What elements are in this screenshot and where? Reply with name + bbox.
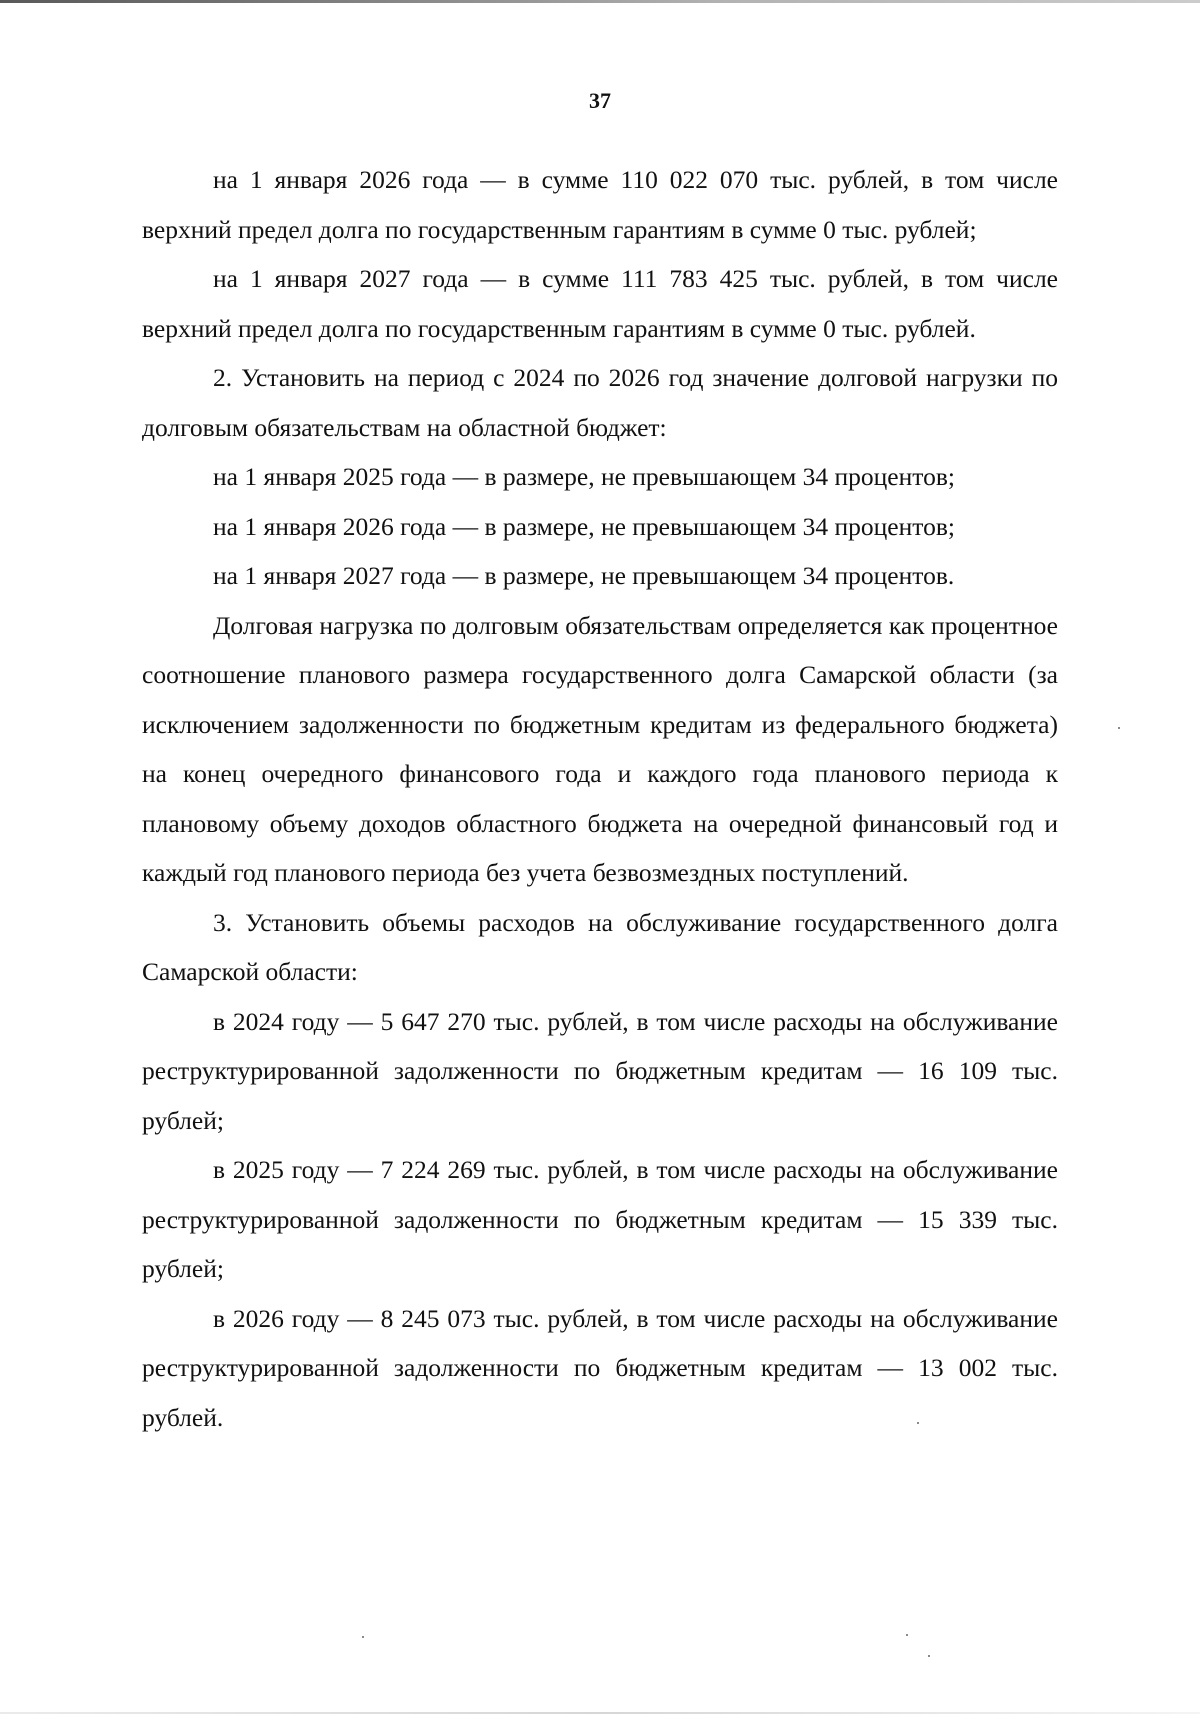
page-number: 37 — [589, 88, 611, 113]
paragraph-debt-load-definition: Долговая нагрузка по долговым обязательствам определяется как процентное соотношение планового размера государственного долга Самарской области (за исключением задолженности по бюджетным кредитам из федерального бюджета) на конец очередного финансового года и каждого года планового периода к плановому объему доходов областного бюджета на очередной финансовый год и каждый год планового периода без учета безвозмездных поступлений. — [142, 610, 1058, 887]
scan-speck — [928, 1655, 930, 1657]
paragraph-service-expenses-2026: в 2026 году — 8 245 073 тыс. рублей, в том числе расходы на обслуживание реструктурированной задолженности по бюджетным кредитам — 13 002 тыс. рублей. — [142, 1303, 1058, 1432]
paragraph-debt-limit-2026: на 1 января 2026 года — в сумме 110 022 070 тыс. рублей, в том числе верхний предел долга по государственным гарантиям в сумме 0 тыс. рублей; — [142, 165, 1058, 244]
paragraph-debt-load-2027: на 1 января 2027 года — в размере, не превышающем 34 процентов. — [213, 561, 955, 590]
scan-edge-top — [0, 0, 1200, 3]
paragraph-debt-load-2025: на 1 января 2025 года — в размере, не превышающем 34 процентов; — [213, 462, 955, 491]
document-body — [142, 155, 1058, 1442]
paragraph-service-expenses-clause: 3. Установить объемы расходов на обслуживание государственного долга Самарской области: — [142, 907, 1058, 986]
scan-speck — [917, 1422, 919, 1424]
paragraph-debt-limit-2027: на 1 января 2027 года — в сумме 111 783 425 тыс. рублей, в том числе верхний предел долга по государственным гарантиям в сумме 0 тыс. рублей. — [142, 264, 1058, 343]
paragraph-service-expenses-2025: в 2025 году — 7 224 269 тыс. рублей, в том числе расходы на обслуживание реструктурированной задолженности по бюджетным кредитам — 15 339 тыс. рублей; — [142, 1155, 1058, 1283]
scan-speck — [362, 1636, 364, 1638]
paragraph-debt-load-2026: на 1 января 2026 года — в размере, не превышающем 34 процентов; — [213, 511, 955, 541]
scan-speck — [906, 1634, 908, 1636]
paragraph-debt-load-clause: 2. Установить на период с 2024 по 2026 год значение долговой нагрузки по долговым обязательствам на областной бюджет: — [142, 363, 1058, 442]
scan-speck — [1118, 727, 1120, 729]
paragraph-service-expenses-2024: в 2024 году — 5 647 270 тыс. рублей, в том числе расходы на обслуживание реструктурированной задолженности по бюджетным кредитам — 16 109 тыс. рублей; — [142, 1006, 1058, 1135]
